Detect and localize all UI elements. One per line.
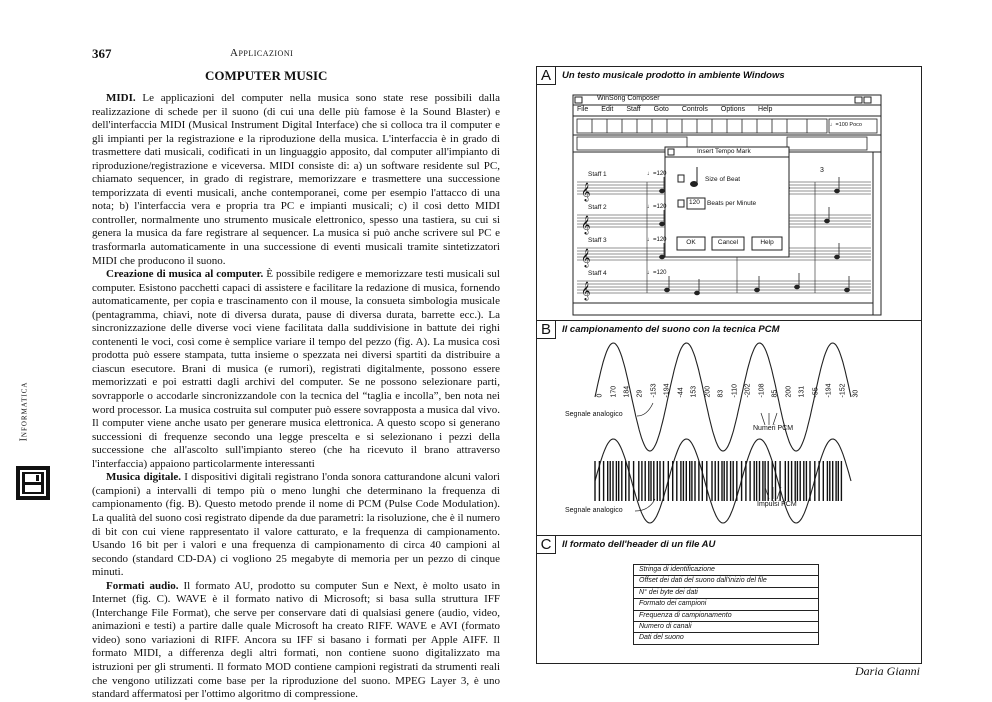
figure-c bbox=[537, 535, 921, 664]
menu-controls[interactable]: Controls bbox=[681, 106, 708, 113]
section-side-label bbox=[18, 370, 44, 460]
figure-caption: Il formato dell'header di un file AU bbox=[562, 539, 716, 550]
tempo-mark: ♩=120 bbox=[647, 171, 667, 177]
sample-value: -55 bbox=[812, 387, 820, 398]
paragraph-text: Le applicazioni del computer nella musica sono state rese possibili dalla realizzazione di schede per il suono (di cui una delle più famose è la Sound Blaster) e dell'interfaccia MIDI (Musical Instrument Digital Interface) che si colloca tra il computer e gli impianti per la registrazione e la riproduzione della musica. L'interfaccia è in grado di trasmettere dati musicali, codificati in un linguaggio apposito, dal computer all'impianto di riproduzione/registrazione e viceversa. MIDI consiste di: a) un software residente sul PC, chiamato sequencer, in grado di registrare, memorizzare e trasmettere una successione temporizzata di eventi musicali, anche contemporanei, come per esempio l'attacco di una nota; b) l'interfaccia vera e propria tra PC e impianti musicali; c) il così detto MIDI controller, normalmente uno strumento musicale elettronico, spesso una tastiera, su cui si genera la musica da fare registrare al sequencer. La musica si può anche scrivere sul PC e trasformarla automaticamente in una successione di eventi musicali tramite sintetizzatori MIDI che producono il suono. bbox=[92, 92, 500, 267]
menu-file[interactable]: File bbox=[577, 106, 589, 113]
sample-value: 131 bbox=[798, 385, 806, 398]
menu-edit[interactable]: Edit bbox=[601, 106, 614, 113]
author-signature: Daria Gianni bbox=[854, 664, 920, 678]
menu-staff[interactable]: Staff bbox=[626, 106, 641, 113]
sample-value: 153 bbox=[690, 385, 698, 398]
article-body bbox=[92, 92, 500, 702]
sample-value: -152 bbox=[839, 383, 846, 398]
figure-panel bbox=[536, 66, 922, 664]
toolbar-poco: Poco bbox=[849, 122, 862, 128]
sample-value: 184 bbox=[623, 385, 631, 398]
au-header-row: Numero di canali bbox=[634, 622, 818, 633]
measure-number: 3 bbox=[820, 167, 824, 174]
menu-goto[interactable]: Goto bbox=[653, 106, 669, 113]
au-header-row: Frequenza di campionamento bbox=[634, 611, 818, 622]
paragraph-musica-digitale bbox=[92, 471, 500, 579]
figure-letter: C bbox=[537, 536, 556, 554]
menu-options[interactable]: Options bbox=[720, 106, 746, 113]
tempo-mark: ♩=120 bbox=[647, 270, 667, 276]
paragraph-heading: MIDI. bbox=[106, 92, 136, 104]
sample-value: -194 bbox=[663, 383, 671, 398]
sample-value: 200 bbox=[704, 385, 712, 398]
analog-label-top: Segnale analogico bbox=[565, 411, 623, 418]
paragraph-text: I dispositivi digitali registrano l'onda sonora catturandone alcuni valori (campioni) a intervalli di tempo più o meno lunghi che determinano la frequenza di campionamento (fig. B). Questo metodo prende il nome di PCM (Pulse Code Modulation). La qualità del suono così registrato dipende da due parametri: la risoluzione, che è il numero di bit con cui viene rappresentato il valore catturato, e la frequenza di campionamento. Usando 16 bit per i valori e una frequenza di campionamento di circa 40 campioni al secondo (standard CD-DA) ci vogliono 25 megabyte di memoria per un pezzo di cinque minuti. bbox=[92, 471, 500, 579]
au-header-row: Stringa di identificazione bbox=[634, 565, 818, 576]
tempo-mark: ♩=120 bbox=[647, 204, 667, 210]
au-header-row: N° dei byte dei dati bbox=[634, 588, 818, 599]
tempo-mark: ♩=120 bbox=[647, 237, 667, 243]
menu-help[interactable]: Help bbox=[758, 106, 773, 113]
dialog-title: Insert Tempo Mark bbox=[697, 148, 751, 155]
menu-bar bbox=[577, 106, 772, 113]
paragraph-heading: Musica digitale. bbox=[106, 471, 182, 484]
au-header-row: Formato dei campioni bbox=[634, 599, 818, 610]
floppy-disk-icon bbox=[16, 466, 50, 500]
treble-clef-icon: 𝄞 bbox=[581, 283, 591, 300]
paragraph-formati-audio bbox=[92, 580, 500, 702]
section-side-label-text: Informatica bbox=[18, 381, 30, 442]
sample-value: 0 bbox=[596, 393, 604, 398]
figure-letter: B bbox=[537, 321, 556, 339]
sample-value: -110 bbox=[731, 384, 739, 398]
figure-caption: Il campionamento del suono con la tecnica PCM bbox=[562, 324, 780, 335]
au-header-row: Dati del suono bbox=[639, 634, 684, 642]
paragraph-heading: Creazione di musica al computer. bbox=[106, 268, 264, 281]
sample-value: -202 bbox=[744, 383, 752, 398]
winsong-screenshot bbox=[537, 67, 921, 320]
figure-letter: A bbox=[537, 67, 556, 85]
treble-clef-icon: 𝄞 bbox=[581, 250, 591, 267]
beats-input[interactable]: 120 bbox=[689, 199, 700, 206]
figure-caption: Un testo musicale prodotto in ambiente Windows bbox=[562, 70, 785, 81]
beats-per-minute-label: Beats per Minute bbox=[707, 200, 757, 207]
app-title: WinSong Composer bbox=[597, 95, 660, 102]
sample-value: 30 bbox=[852, 389, 860, 398]
cancel-button[interactable]: Cancel bbox=[717, 239, 739, 246]
size-of-beat-label: Size of Beat bbox=[705, 176, 741, 183]
staff-label: Staff 4 bbox=[588, 270, 607, 277]
sample-value: -153 bbox=[650, 383, 658, 398]
article-title: COMPUTER MUSIC bbox=[205, 68, 328, 83]
paragraph-creazione bbox=[92, 268, 500, 471]
staff-label: Staff 3 bbox=[588, 237, 607, 244]
page-number: 367 bbox=[92, 46, 112, 61]
sample-value: 29 bbox=[636, 389, 644, 398]
sample-value: 170 bbox=[610, 385, 617, 398]
paragraph-text: Il formato AU, prodotto su computer Sun e Next, è molto usato in Internet (fig. C). WAVE è il formato nativo di Microsoft; si basa sulla struttura IFF (Interchange File Format), che serve per conservare dati di qualsiasi genere (audio, video, animazioni e testi) a partire dalle quale Microsoft ha creato RIFF. WAVE e AVI (formato video) sono variazioni di RIFF. Ancora su IFF si basano i formati per Apple AIFF. Il formato MIDI, a differenza degli altri formati, non contiene suono digitalizzato ma istruzioni per gli strumenti. Il formato MOD contiene campioni registrati da strumenti reali che vengono utilizzati come base per la riproduzione del suono. MPEG Layer 3, è uno standard affermatosi per l'ottimo algoritmo di compressione. bbox=[92, 579, 500, 701]
figure-a bbox=[537, 67, 921, 320]
ok-button[interactable]: OK bbox=[686, 239, 696, 246]
figure-b bbox=[537, 320, 921, 536]
au-header-table bbox=[633, 564, 819, 645]
analog-label-bottom: Segnale analogico bbox=[565, 507, 623, 514]
pcm-sampling-diagram bbox=[537, 321, 921, 536]
toolbar-tempo[interactable] bbox=[830, 122, 862, 128]
paragraph-text: È possibile redigere e memorizzare testi musicali sul computer. Esistono pacchetti capaci di assistere e facilitare la redazione di musica, fornendo automaticamente, per copia e trascinamento con il mouse, la consueta simbologia musicale (pentagramma, chiavi, note di diversa durata, pause di diversa durata, barrette ecc.). La sincronizzazione delle diverse voci viene facilitata dalla suddivisione in battute dei righi contenenti le voci, così come è semplice variare il tempo del pezzo (fig. A). La musica così prodotta può essere stampata, tutta insieme o spezzata nei diversi spartiti da distribuire a ciascun esecutore. Brani di musica (e rumori), registrati digitalmente, possono essere memorizzati e poi estratti dagli archivi del computer. Se ne possono selezionare parti, sovrapporle o accodarle sincronizzandole con la tecnica del “taglia e incolla”, ben nota nei word processor. La musica costruita sul computer può essere sovrapposta a musica dal vivo. Il computer viene anche usato per generare musica elettronica. A questo scopo si generano successioni di frequenze secondo una legge prescelta e si selezionano i pezzi della successione che all'ascolto sull'impianto stereo (che ha ricevuto il brano attraverso l'interfaccia) appaiono particolarmente interessanti bbox=[92, 268, 500, 470]
sample-value: 83 bbox=[717, 389, 725, 398]
pcm-pulses-label: Impulsi PCM bbox=[757, 501, 797, 508]
au-header-row: Offset dei dati del suono dall'inizio del file bbox=[634, 576, 818, 587]
pcm-numbers-label: Numeri PCM bbox=[753, 425, 794, 432]
treble-clef-icon: 𝄞 bbox=[581, 217, 591, 234]
paragraph-heading: Formati audio. bbox=[106, 579, 179, 592]
toolbar-tempo-value: ♩=100 bbox=[830, 122, 848, 128]
sample-value: -194 bbox=[825, 383, 833, 398]
staff-label: Staff 2 bbox=[588, 204, 607, 211]
running-head: Applicazioni bbox=[230, 47, 294, 59]
sample-value: 85 bbox=[771, 389, 779, 398]
sample-value: -44 bbox=[677, 387, 685, 398]
sample-value: 200 bbox=[785, 385, 793, 398]
treble-clef-icon: 𝄞 bbox=[581, 184, 591, 201]
paragraph-midi bbox=[92, 92, 500, 268]
sample-value: -108 bbox=[758, 383, 766, 398]
staff-label: Staff 1 bbox=[588, 171, 607, 178]
help-button[interactable]: Help bbox=[760, 239, 774, 246]
